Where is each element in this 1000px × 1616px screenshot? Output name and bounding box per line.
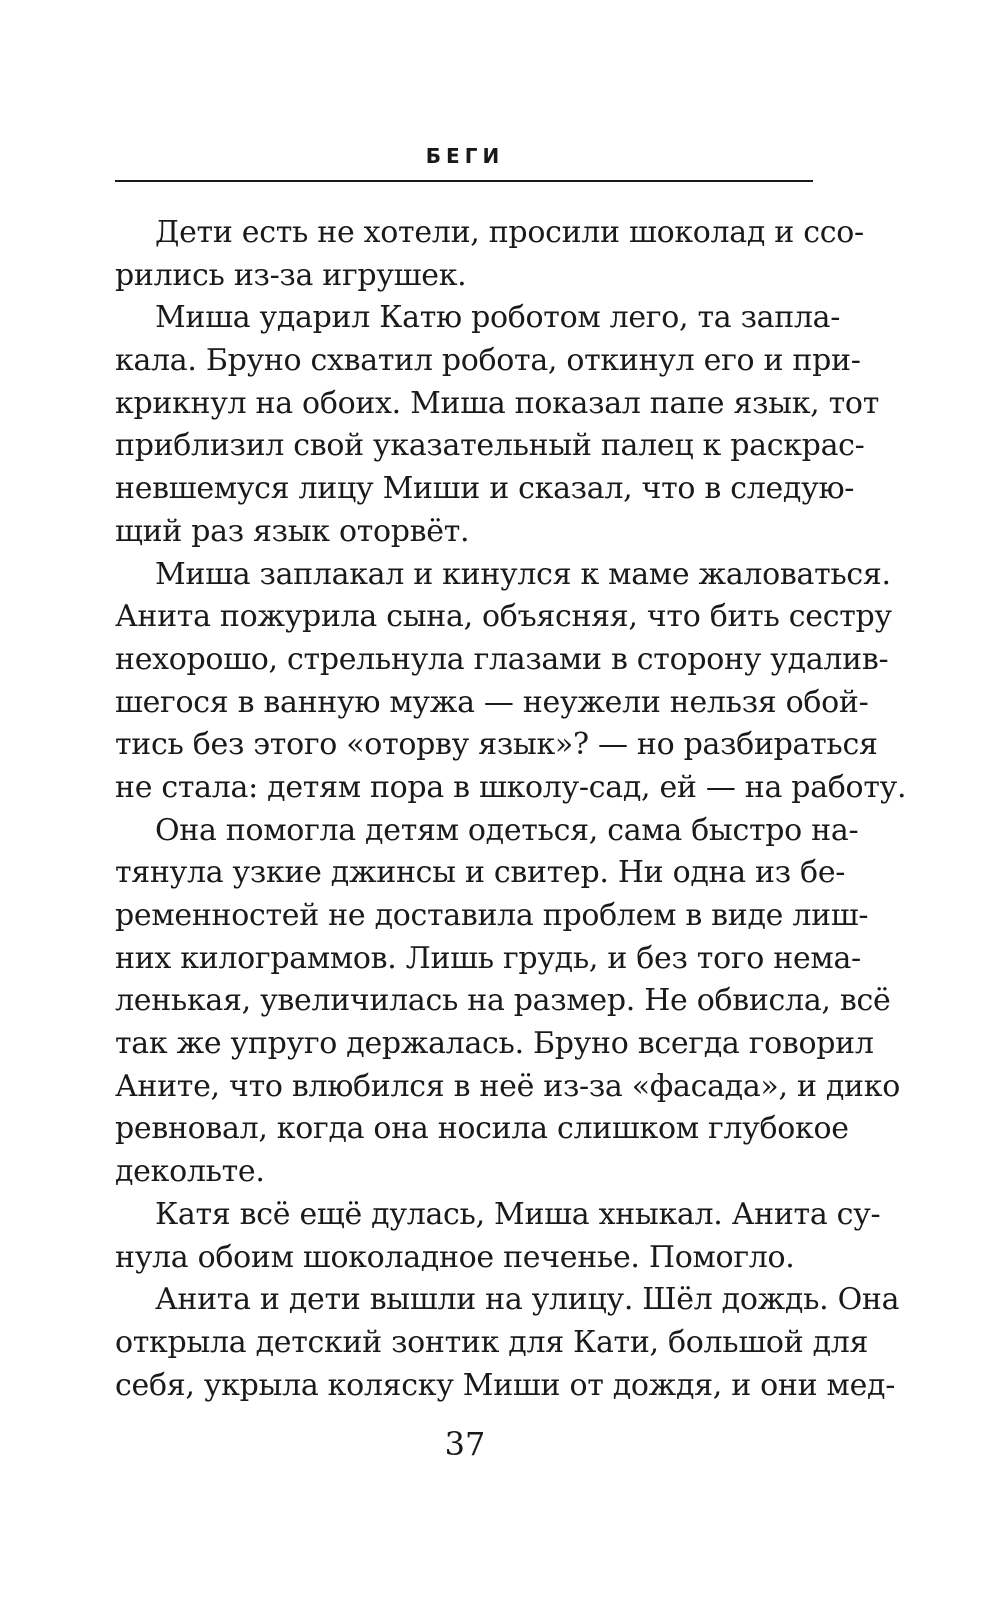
text-line: Анита пожурила сына, объясняя, что бить сестру [115, 599, 892, 635]
text-line: кала. Бруно схватил робота, откинул его и при- [115, 343, 861, 379]
text-line: приблизил свой указательный палец к раскрас- [115, 428, 865, 464]
text-line: них килограммов. Лишь грудь, и без того нема- [115, 940, 861, 976]
page-number: 37 [444, 1425, 486, 1463]
text-line: себя, укрыла коляску Миши от дождя, и они мед- [115, 1367, 896, 1403]
body-text [115, 212, 907, 1407]
text-line: ленькая, увеличилась на размер. Не обвисла, всё [115, 983, 891, 1019]
text-line: нехорошо, стрельнула глазами в сторону удалив- [115, 641, 889, 677]
text-line: ревновал, когда она носила слишком глубокое [115, 1111, 849, 1147]
text-line: открыла детский зонтик для Кати, большой для [115, 1324, 869, 1360]
text-line: рились из-за игрушек. [115, 257, 467, 293]
text-line: Миша заплакал и кинулся к маме жаловаться. [155, 556, 891, 592]
text-line: декольте. [115, 1154, 265, 1190]
text-line: нула обоим шоколадное печенье. Помогло. [115, 1239, 795, 1275]
text-line: не стала: детям пора в школу-сад, ей — на работу. [115, 769, 907, 805]
text-line: Миша ударил Катю роботом лего, та запла- [155, 300, 841, 336]
text-line: тянула узкие джинсы и свитер. Ни одна из бе- [115, 855, 846, 891]
text-line: Катя всё ещё дулась, Миша хныкал. Анита су- [155, 1196, 881, 1232]
text-line: Дети есть не хотели, просили шоколад и ссо- [155, 215, 864, 250]
text-line: Аните, что влюбился в неё из-за «фасада», и дико [115, 1068, 900, 1104]
running-head: БЕГИ [425, 144, 505, 168]
text-line: так же упруго держалась. Бруно всегда говорил [115, 1026, 874, 1062]
text-line: тись без этого «оторву язык»? — но разбираться [115, 727, 878, 763]
text-line: щий раз язык оторвёт. [115, 513, 470, 549]
text-line: Анита и дети вышли на улицу. Шёл дождь. Она [155, 1282, 900, 1318]
header-rule [115, 180, 813, 182]
text-line: Она помогла детям одеться, сама быстро на- [155, 812, 859, 848]
text-line: ременностей не доставила проблем в виде лиш- [115, 898, 869, 933]
text-line: крикнул на обоих. Миша показал папе язык, тот [115, 385, 879, 421]
text-line: шегося в ванную мужа — неужели нельзя обой- [115, 684, 869, 720]
text-line: невшемуся лицу Миши и сказал, что в следую- [115, 471, 855, 507]
